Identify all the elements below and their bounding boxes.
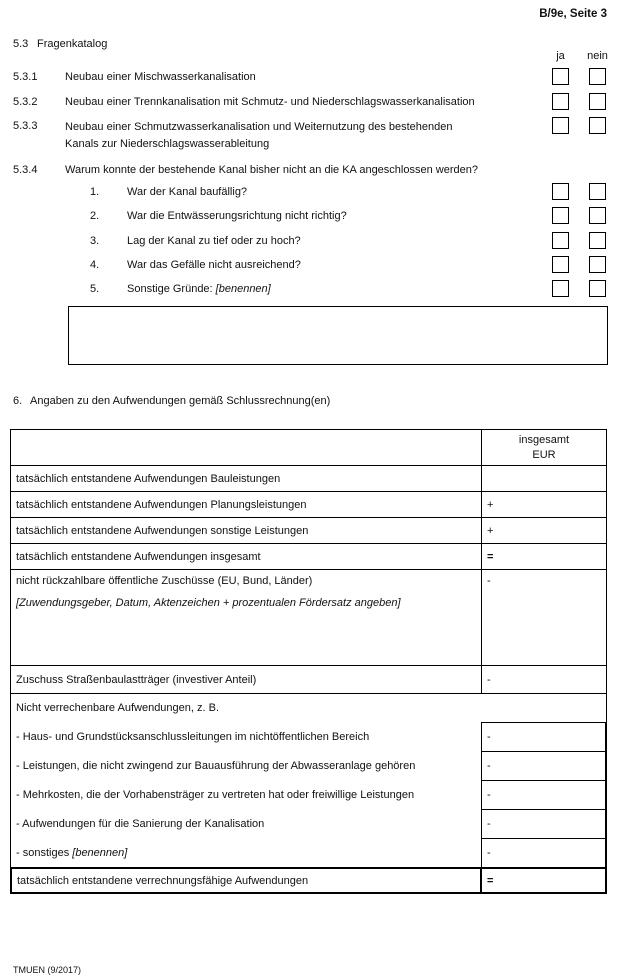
sonstige-gruende-textbox[interactable] [68, 306, 608, 365]
subquestion-text: War das Gefälle nicht ausreichend? [127, 259, 301, 271]
table-row [11, 492, 606, 518]
subquestion-row-1 [0, 186, 630, 206]
checkbox-nein[interactable] [589, 256, 606, 273]
table-row [11, 518, 606, 544]
checkbox-ja[interactable] [552, 183, 569, 200]
column-label-ja: ja [556, 50, 565, 62]
header-insgesamt: insgesamt [518, 433, 570, 446]
deduction-row [11, 809, 606, 838]
subquestion-text-label: Sonstige Gründe: [127, 283, 216, 295]
amount-cell[interactable] [481, 722, 606, 752]
checkbox-ja[interactable] [552, 117, 569, 134]
question-text: Neubau einer Trennkanalisation mit Schmutz- und Niederschlagswasserkanalisation [65, 96, 475, 108]
operator: - [487, 760, 491, 772]
checkbox-ja[interactable] [552, 280, 569, 297]
checkbox-nein[interactable] [589, 68, 606, 85]
subquestion-number: 2. [90, 210, 100, 222]
checkbox-ja[interactable] [552, 68, 569, 85]
operator: - [487, 673, 491, 686]
checkbox-nein[interactable] [589, 280, 606, 297]
amount-cell[interactable] [481, 492, 606, 517]
operator: - [487, 575, 491, 587]
table-header-row [11, 430, 606, 466]
question-number: 5.3.2 [13, 96, 38, 108]
question-number: 5.3.1 [13, 71, 38, 83]
amount-cell[interactable] [481, 751, 606, 781]
operator: = [487, 874, 494, 887]
row-label: - Mehrkosten, die der Vorhabensträger zu vertreten hat oder freiwillige Leistungen [16, 788, 415, 801]
operator: - [487, 847, 491, 859]
checkbox-ja[interactable] [552, 93, 569, 110]
subquestion-number: 5. [90, 283, 100, 295]
section6-title: Angaben zu den Aufwendungen gemäß Schlussrechnung(en) [30, 395, 331, 407]
question-row-533 [0, 120, 630, 150]
deduction-row [11, 780, 606, 809]
subquestion-row-4 [0, 259, 630, 279]
subquestion-number: 1. [90, 186, 100, 198]
checkbox-nein[interactable] [589, 183, 606, 200]
table-row [11, 666, 606, 694]
row-note: [Zuwendungsgeber, Datum, Aktenzeichen + prozentualen Fördersatz angeben] [16, 597, 401, 609]
deduction-row [11, 722, 606, 751]
checkbox-nein[interactable] [589, 93, 606, 110]
operator: + [487, 524, 494, 537]
subquestion-row-5 [0, 283, 630, 303]
operator: + [487, 498, 494, 511]
row-label: - Haus- und Grundstücksanschlussleitungen im nichtöffentlichen Bereich [16, 730, 370, 743]
amount-cell[interactable] [481, 780, 606, 810]
row-label-group [11, 570, 481, 665]
question-text: Neubau einer Mischwasserkanalisation [65, 71, 256, 83]
subquestion-row-2 [0, 210, 630, 230]
table-row [11, 466, 606, 492]
row-label: tatsächlich entstandene Aufwendungen Planungsleistungen [16, 498, 307, 511]
form-version-footer: TMUEN (9/2017) [13, 965, 82, 975]
total-row-label: tatsächlich entstandene verrechnungsfähige Aufwendungen [17, 874, 309, 887]
amount-cell[interactable] [481, 466, 606, 491]
subquestion-text: War die Entwässerungsrichtung nicht richtig? [127, 210, 347, 222]
total-amount-cell[interactable] [480, 869, 605, 892]
operator: = [487, 550, 494, 563]
question-row-531 [0, 71, 630, 91]
amount-cell[interactable] [481, 666, 606, 693]
question-number: 5.3.3 [13, 120, 38, 132]
question-row-532 [0, 96, 630, 116]
checkbox-nein[interactable] [589, 207, 606, 224]
row-label: - Leistungen, die nicht zwingend zur Bauausführung der Abwasseranlage gehören [16, 759, 416, 772]
checkbox-ja[interactable] [552, 256, 569, 273]
row-label-text: - sonstiges [16, 846, 70, 859]
page-header: B/9e, Seite 3 [539, 8, 607, 20]
question-number: 5.3.4 [13, 164, 38, 176]
checkbox-ja[interactable] [552, 207, 569, 224]
amount-cell[interactable] [481, 518, 606, 543]
row-label: - Aufwendungen für die Sanierung der Kanalisation [16, 817, 265, 830]
subquestion-text [127, 283, 271, 295]
header-empty-cell [11, 430, 481, 465]
placeholder-hint: [benennen] [72, 846, 128, 859]
operator: - [487, 818, 491, 830]
deduction-section [11, 694, 606, 867]
checkbox-nein[interactable] [589, 117, 606, 134]
row-label: tatsächlich entstandene Aufwendungen Bauleistungen [16, 472, 281, 485]
table-total-row [10, 867, 607, 894]
operator: - [487, 789, 491, 801]
column-label-nein: nein [587, 50, 608, 62]
deduction-row [11, 838, 606, 867]
row-label: tatsächlich entstandene Aufwendungen insgesamt [16, 550, 261, 563]
cost-table [10, 429, 607, 894]
section5-title: Fragenkatalog [37, 38, 108, 50]
amount-cell[interactable] [481, 809, 606, 839]
question-text: Neubau einer Schmutzwasserkanalisation und Weiternutzung des bestehenden Kanals zur Niederschlagswasserableitung [65, 121, 453, 150]
row-label: tatsächlich entstandene Aufwendungen sonstige Leistungen [16, 524, 309, 537]
row-label [11, 838, 481, 867]
question-text: Warum konnte der bestehende Kanal bisher nicht an die KA angeschlossen werden? [65, 164, 478, 176]
subquestion-text: War der Kanal baufällig? [127, 186, 248, 198]
checkbox-nein[interactable] [589, 232, 606, 249]
amount-cell[interactable] [481, 570, 606, 665]
deduction-row [11, 751, 606, 780]
subquestion-text: Lag der Kanal zu tief oder zu hoch? [127, 235, 301, 247]
deduction-section-label: Nicht verrechenbare Aufwendungen, z. B. [16, 702, 220, 714]
row-label: Zuschuss Straßenbaulastträger (investiver Anteil) [16, 673, 257, 686]
amount-cell[interactable] [481, 544, 606, 569]
operator: - [487, 731, 491, 743]
header-eur-cell [481, 430, 606, 465]
header-eur: EUR [532, 448, 556, 461]
table-row [11, 544, 606, 570]
placeholder-hint: [benennen] [215, 283, 271, 295]
checkbox-ja[interactable] [552, 232, 569, 249]
amount-cell[interactable] [481, 838, 606, 868]
question-row-534 [0, 164, 630, 184]
row-label: nicht rückzahlbare öffentliche Zuschüsse (EU, Bund, Länder) [16, 575, 313, 587]
subquestion-number: 4. [90, 259, 100, 271]
subquestion-number: 3. [90, 235, 100, 247]
section6-number: 6. [13, 395, 23, 407]
section5-number: 5.3 [13, 38, 29, 50]
subquestion-row-3 [0, 235, 630, 255]
table-row-zuschuesse [11, 570, 606, 666]
